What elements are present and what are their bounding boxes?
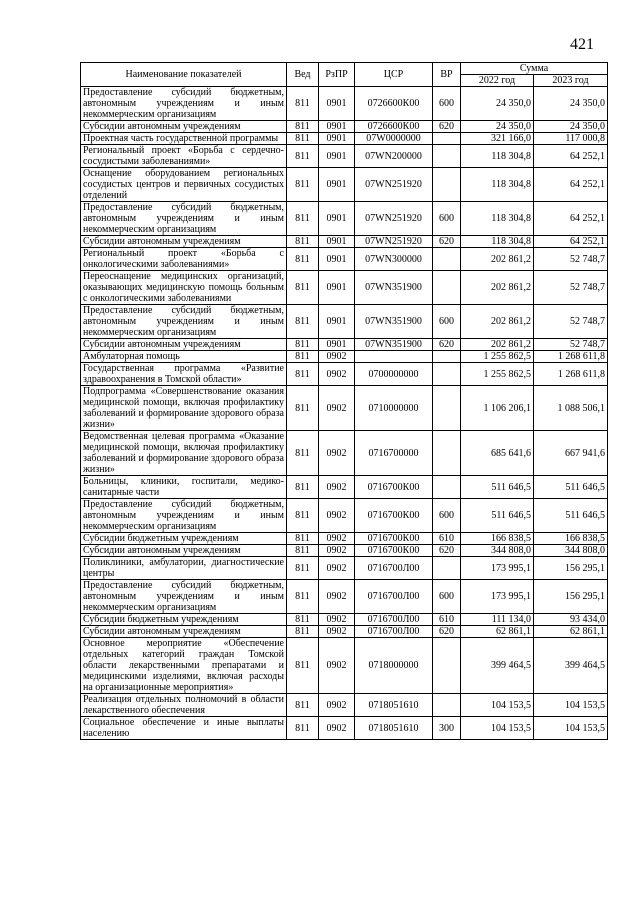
row-csr: 07WN351900 [355, 339, 433, 351]
table-row [81, 638, 608, 694]
header-name: Наименование показателей [81, 63, 287, 87]
row-sum-2022: 24 350,0 [461, 121, 534, 133]
row-sum-2022: 202 861,2 [461, 271, 534, 305]
table-row [81, 499, 608, 533]
row-csr: 07WN351900 [355, 271, 433, 305]
row-name: Социальное обеспечение и иные выплаты населению [81, 717, 287, 740]
row-sum-2023: 156 295,1 [534, 557, 608, 580]
row-sum-2023: 1 268 611,8 [534, 351, 608, 363]
table-row [81, 271, 608, 305]
table-row [81, 614, 608, 626]
row-rzpr: 0901 [319, 271, 355, 305]
row-ved: 811 [287, 271, 319, 305]
row-sum-2022: 511 646,5 [461, 476, 534, 499]
row-vr [433, 386, 461, 431]
table-row [81, 476, 608, 499]
row-csr: 0716700Л00 [355, 614, 433, 626]
row-rzpr: 0901 [319, 145, 355, 168]
page-number: 421 [570, 36, 594, 53]
budget-table [80, 62, 608, 740]
table-row [81, 363, 608, 386]
row-ved: 811 [287, 626, 319, 638]
row-sum-2022: 111 134,0 [461, 614, 534, 626]
row-sum-2022: 344 808,0 [461, 545, 534, 557]
row-csr: 0716700К00 [355, 499, 433, 533]
row-ved: 811 [287, 236, 319, 248]
table-row [81, 87, 608, 121]
row-vr [433, 638, 461, 694]
row-name: Подпрограмма «Совершенствование оказания медицинской помощи, включая профилактику заболеваний и формирование здорового образа жизни» [81, 386, 287, 431]
row-name: Субсидии автономным учреждениям [81, 236, 287, 248]
row-vr: 620 [433, 626, 461, 638]
row-csr: 0726600К00 [355, 121, 433, 133]
row-name: Субсидии автономным учреждениям [81, 626, 287, 638]
row-sum-2023: 52 748,7 [534, 305, 608, 339]
row-ved: 811 [287, 168, 319, 202]
table-row [81, 133, 608, 145]
row-sum-2022: 511 646,5 [461, 499, 534, 533]
row-sum-2022: 685 641,6 [461, 431, 534, 476]
row-vr [433, 363, 461, 386]
row-rzpr: 0902 [319, 363, 355, 386]
table-row [81, 580, 608, 614]
row-rzpr: 0902 [319, 499, 355, 533]
row-csr: 0718051610 [355, 694, 433, 717]
row-vr: 600 [433, 580, 461, 614]
row-ved: 811 [287, 557, 319, 580]
row-sum-2022: 173 995,1 [461, 580, 534, 614]
row-sum-2023: 93 434,0 [534, 614, 608, 626]
row-sum-2023: 52 748,7 [534, 271, 608, 305]
header-vr: ВР [433, 63, 461, 87]
row-sum-2023: 511 646,5 [534, 499, 608, 533]
row-sum-2023: 24 350,0 [534, 87, 608, 121]
row-csr: 07WN251920 [355, 168, 433, 202]
row-ved: 811 [287, 121, 319, 133]
table-row [81, 145, 608, 168]
row-csr: 0716700К00 [355, 476, 433, 499]
row-sum-2023: 399 464,5 [534, 638, 608, 694]
table-row [81, 339, 608, 351]
row-ved: 811 [287, 431, 319, 476]
row-vr: 610 [433, 614, 461, 626]
row-csr: 0716700000 [355, 431, 433, 476]
row-sum-2023: 104 153,5 [534, 717, 608, 740]
row-vr: 600 [433, 202, 461, 236]
row-csr: 0710000000 [355, 386, 433, 431]
row-name: Предоставление субсидий бюджетным, автономным учреждениям и иным некоммерческим организациям [81, 580, 287, 614]
row-csr: 07WN200000 [355, 145, 433, 168]
row-csr: 0726600К00 [355, 87, 433, 121]
row-vr: 300 [433, 717, 461, 740]
row-sum-2023: 1 268 611,8 [534, 363, 608, 386]
row-rzpr: 0901 [319, 248, 355, 271]
row-rzpr: 0902 [319, 545, 355, 557]
row-csr: 0718000000 [355, 638, 433, 694]
row-rzpr: 0902 [319, 580, 355, 614]
row-sum-2022: 1 255 862,5 [461, 351, 534, 363]
row-name: Предоставление субсидий бюджетным, автономным учреждениям и иным некоммерческим организациям [81, 305, 287, 339]
row-sum-2022: 173 995,1 [461, 557, 534, 580]
row-ved: 811 [287, 614, 319, 626]
row-rzpr: 0902 [319, 614, 355, 626]
row-sum-2023: 166 838,5 [534, 533, 608, 545]
row-vr: 620 [433, 121, 461, 133]
row-ved: 811 [287, 694, 319, 717]
row-name: Региональный проект «Борьба с сердечно-сосудистыми заболеваниями» [81, 145, 287, 168]
row-vr: 610 [433, 533, 461, 545]
row-sum-2022: 321 166,0 [461, 133, 534, 145]
row-csr: 07WN251920 [355, 236, 433, 248]
row-name: Проектная часть государственной программы [81, 133, 287, 145]
table-header [81, 63, 608, 87]
row-ved: 811 [287, 386, 319, 431]
row-csr: 0716700К00 [355, 533, 433, 545]
table-row [81, 236, 608, 248]
table-row [81, 351, 608, 363]
row-rzpr: 0901 [319, 133, 355, 145]
table-row [81, 168, 608, 202]
row-ved: 811 [287, 202, 319, 236]
row-vr [433, 557, 461, 580]
row-ved: 811 [287, 87, 319, 121]
table-row [81, 557, 608, 580]
row-sum-2023: 156 295,1 [534, 580, 608, 614]
row-vr: 600 [433, 305, 461, 339]
row-vr [433, 133, 461, 145]
row-sum-2023: 1 088 506,1 [534, 386, 608, 431]
row-ved: 811 [287, 638, 319, 694]
row-rzpr: 0902 [319, 476, 355, 499]
table-row [81, 202, 608, 236]
row-sum-2022: 118 304,8 [461, 202, 534, 236]
row-sum-2022: 202 861,2 [461, 339, 534, 351]
row-rzpr: 0902 [319, 694, 355, 717]
row-sum-2023: 62 861,1 [534, 626, 608, 638]
table-row [81, 386, 608, 431]
row-sum-2022: 166 838,5 [461, 533, 534, 545]
row-sum-2023: 24 350,0 [534, 121, 608, 133]
row-name: Амбулаторная помощь [81, 351, 287, 363]
row-csr: 0716700К00 [355, 545, 433, 557]
header-year-2023: 2023 год [534, 75, 608, 87]
row-csr: 0716700Л00 [355, 626, 433, 638]
row-sum-2022: 118 304,8 [461, 236, 534, 248]
table-row [81, 431, 608, 476]
row-vr: 600 [433, 87, 461, 121]
row-rzpr: 0902 [319, 638, 355, 694]
table-row [81, 545, 608, 557]
row-name: Больницы, клиники, госпитали, медико-санитарные части [81, 476, 287, 499]
row-sum-2022: 399 464,5 [461, 638, 534, 694]
table-row [81, 717, 608, 740]
row-ved: 811 [287, 133, 319, 145]
row-sum-2023: 344 808,0 [534, 545, 608, 557]
row-ved: 811 [287, 476, 319, 499]
row-name: Субсидии автономным учреждениям [81, 121, 287, 133]
header-sum: Сумма [461, 63, 608, 75]
row-vr: 620 [433, 236, 461, 248]
row-vr: 620 [433, 545, 461, 557]
row-sum-2023: 52 748,7 [534, 248, 608, 271]
row-vr [433, 145, 461, 168]
row-rzpr: 0901 [319, 339, 355, 351]
row-csr: 07W0000000 [355, 133, 433, 145]
row-sum-2022: 118 304,8 [461, 168, 534, 202]
row-name: Переоснащение медицинских организаций, оказывающих медицинскую помощь больным с онкологическими заболеваниями [81, 271, 287, 305]
row-sum-2023: 64 252,1 [534, 202, 608, 236]
row-sum-2022: 104 153,5 [461, 694, 534, 717]
row-sum-2022: 202 861,2 [461, 248, 534, 271]
row-name: Субсидии бюджетным учреждениям [81, 533, 287, 545]
row-vr [433, 271, 461, 305]
row-rzpr: 0902 [319, 386, 355, 431]
row-rzpr: 0902 [319, 626, 355, 638]
row-ved: 811 [287, 545, 319, 557]
row-vr: 600 [433, 499, 461, 533]
row-name: Предоставление субсидий бюджетным, автономным учреждениям и иным некоммерческим организациям [81, 202, 287, 236]
row-name: Реализация отдельных полномочий в области лекарственного обеспечения [81, 694, 287, 717]
row-sum-2023: 64 252,1 [534, 168, 608, 202]
row-ved: 811 [287, 499, 319, 533]
row-sum-2022: 62 861,1 [461, 626, 534, 638]
row-name: Предоставление субсидий бюджетным, автономным учреждениям и иным некоммерческим организациям [81, 499, 287, 533]
row-ved: 811 [287, 305, 319, 339]
row-ved: 811 [287, 717, 319, 740]
row-vr [433, 351, 461, 363]
row-sum-2022: 202 861,2 [461, 305, 534, 339]
table-row [81, 626, 608, 638]
row-name: Субсидии бюджетным учреждениям [81, 614, 287, 626]
row-ved: 811 [287, 580, 319, 614]
row-sum-2023: 64 252,1 [534, 145, 608, 168]
row-name: Субсидии автономным учреждениям [81, 339, 287, 351]
row-csr: 0716700Л00 [355, 557, 433, 580]
row-name: Субсидии автономным учреждениям [81, 545, 287, 557]
table-row [81, 121, 608, 133]
row-csr: 0718051610 [355, 717, 433, 740]
row-rzpr: 0901 [319, 202, 355, 236]
row-rzpr: 0902 [319, 557, 355, 580]
row-vr [433, 476, 461, 499]
row-vr [433, 248, 461, 271]
row-csr: 07WN251920 [355, 202, 433, 236]
row-rzpr: 0902 [319, 533, 355, 545]
row-ved: 811 [287, 363, 319, 386]
row-rzpr: 0901 [319, 168, 355, 202]
row-sum-2022: 1 255 862,5 [461, 363, 534, 386]
row-ved: 811 [287, 339, 319, 351]
row-sum-2023: 52 748,7 [534, 339, 608, 351]
row-rzpr: 0902 [319, 717, 355, 740]
row-sum-2023: 117 000,8 [534, 133, 608, 145]
row-ved: 811 [287, 248, 319, 271]
table-row [81, 533, 608, 545]
row-name: Государственная программа «Развитие здравоохранения в Томской области» [81, 363, 287, 386]
row-rzpr: 0901 [319, 236, 355, 248]
table-row [81, 694, 608, 717]
row-name: Ведомственная целевая программа «Оказание медицинской помощи, включая профилактику заболеваний и формирование здорового образа жизни» [81, 431, 287, 476]
row-csr [355, 351, 433, 363]
row-rzpr: 0901 [319, 305, 355, 339]
row-vr [433, 431, 461, 476]
row-ved: 811 [287, 145, 319, 168]
table-row [81, 305, 608, 339]
row-ved: 811 [287, 533, 319, 545]
row-ved: 811 [287, 351, 319, 363]
header-csr: ЦСР [355, 63, 433, 87]
row-rzpr: 0902 [319, 431, 355, 476]
row-sum-2023: 511 646,5 [534, 476, 608, 499]
table-body [81, 87, 608, 740]
row-rzpr: 0902 [319, 351, 355, 363]
row-csr: 07WN300000 [355, 248, 433, 271]
row-sum-2022: 1 106 206,1 [461, 386, 534, 431]
row-vr [433, 694, 461, 717]
row-sum-2023: 667 941,6 [534, 431, 608, 476]
row-vr [433, 168, 461, 202]
row-csr: 0716700Л00 [355, 580, 433, 614]
row-name: Оснащение оборудованием региональных сосудистых центров и первичных сосудистых отделений [81, 168, 287, 202]
header-ved: Вед [287, 63, 319, 87]
header-rzpr: РзПР [319, 63, 355, 87]
row-sum-2022: 24 350,0 [461, 87, 534, 121]
row-sum-2022: 118 304,8 [461, 145, 534, 168]
header-year-2022: 2022 год [461, 75, 534, 87]
table-row [81, 248, 608, 271]
row-csr: 07WN351900 [355, 305, 433, 339]
row-sum-2022: 104 153,5 [461, 717, 534, 740]
row-sum-2023: 64 252,1 [534, 236, 608, 248]
row-rzpr: 0901 [319, 87, 355, 121]
row-name: Региональный проект «Борьба с онкологическими заболеваниями» [81, 248, 287, 271]
row-rzpr: 0901 [319, 121, 355, 133]
row-csr: 0700000000 [355, 363, 433, 386]
row-name: Поликлиники, амбулатории, диагностические центры [81, 557, 287, 580]
row-name: Предоставление субсидий бюджетным, автономным учреждениям и иным некоммерческим организациям [81, 87, 287, 121]
row-vr: 620 [433, 339, 461, 351]
row-name: Основное мероприятие «Обеспечение отдельных категорий граждан Томской области лекарственными препаратами и медицинскими изделиями, включая расходы на организационные мероприятия» [81, 638, 287, 694]
row-sum-2023: 104 153,5 [534, 694, 608, 717]
